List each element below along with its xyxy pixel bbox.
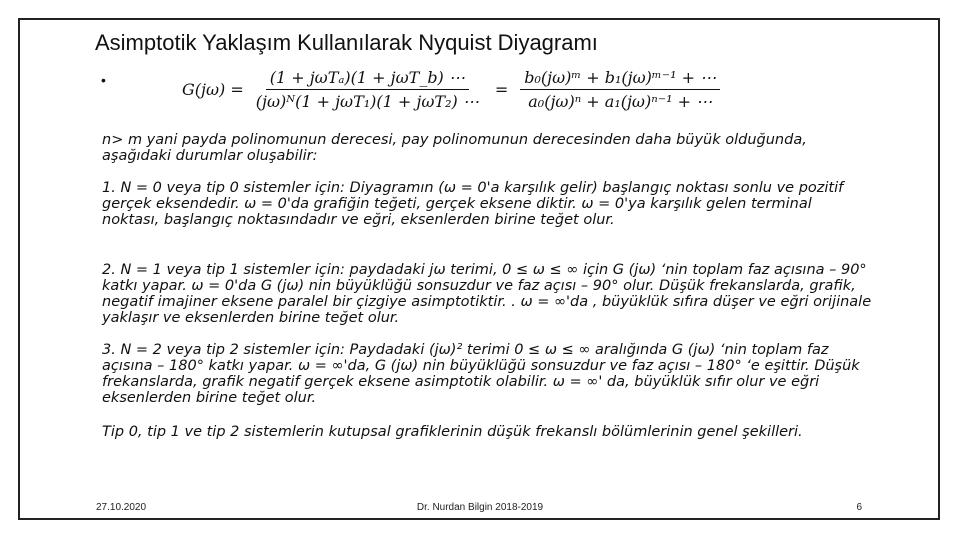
case-type-2-paragraph: 3. N = 2 veya tip 2 sistemler için: Paydadaki (jω)² terimi 0 ≤ ω ≤ ∞ aralığında G (jω) ‘nin toplam faz açısına – 180° katkı yapar. ω = ∞'da, G (jω) nin büyüklüğü sonsuzdur ve faz açısı – 180° ‘e eşittir. Düşük frekanslarda, grafik negatif gerçek eksene asimptotik olabilir. ω = ∞' da, büyüklük sıfır olur ve eğri eksenlerden birine teğet olur.: [102, 342, 860, 406]
intro-paragraph: n> m yani payda polinomunun derecesi, pay polinomunun derecesinden daha büyük olduğunda, aşağıdaki durumlar oluşabilir:: [102, 132, 807, 164]
closing-paragraph: Tip 0, tip 1 ve tip 2 sistemlerin kutupsal grafiklerinin düşük frekanslı bölümlerinin genel şekilleri.: [102, 424, 803, 440]
fraction-1-numerator: (1 + jωTₐ)(1 + jωT_b) ⋯: [266, 66, 469, 90]
footer-page-number: 6: [856, 502, 862, 513]
formula-fraction-1: [252, 66, 483, 113]
formula-equals: =: [494, 80, 509, 99]
footer-author: Dr. Nurdan Bilgin 2018-2019: [416, 502, 544, 513]
slide-title: Asimptotik Yaklaşım Kullanılarak Nyquist Diyagramı: [95, 30, 598, 55]
bullet-marker: •: [101, 72, 106, 88]
transfer-function-formula: [182, 66, 728, 113]
case-type-0-paragraph: 1. N = 0 veya tip 0 sistemler için: Diyagramın (ω = 0'a karşılık gelir) başlangıç noktası sonlu ve pozitif gerçek eksendedir. ω = 0'da grafiğin teğeti, gerçek eksene diktir. ω = 0'ya karşılık gelen terminal noktası, başlangıç noktasındadır ve eğri, eksenlerden birine teğet olur.: [102, 180, 844, 228]
case-type-1-paragraph: 2. N = 1 veya tip 1 sistemler için: paydadaki jω terimi, 0 ≤ ω ≤ ∞ için G (jω) ‘nin toplam faz açısına – 90° katkı yapar. ω = 0'da G (jω) nin büyüklüğü sonsuzdur ve faz açısı – 90° olur. Düşük frekanslarda, grafik, negatif imajiner eksene paralel bir çizgiye asimptotiktir. . ω = ∞'da , büyüklük sıfıra düşer ve eğri orijinale yaklaşır ve eksenlerden birine teğet olur.: [102, 262, 872, 326]
fraction-2-denominator: a₀(jω)ⁿ + a₁(jω)ⁿ⁻¹ + ⋯: [528, 92, 713, 111]
footer-date: 27.10.2020: [96, 502, 147, 513]
fraction-1-denominator: (jω)ᴺ(1 + jωT₁)(1 + jωT₂) ⋯: [255, 92, 479, 111]
fraction-2-numerator: b₀(jω)ᵐ + b₁(jω)ᵐ⁻¹ + ⋯: [520, 66, 720, 90]
formula-lhs: G(jω) =: [182, 80, 244, 99]
formula-fraction-2: [520, 66, 720, 113]
